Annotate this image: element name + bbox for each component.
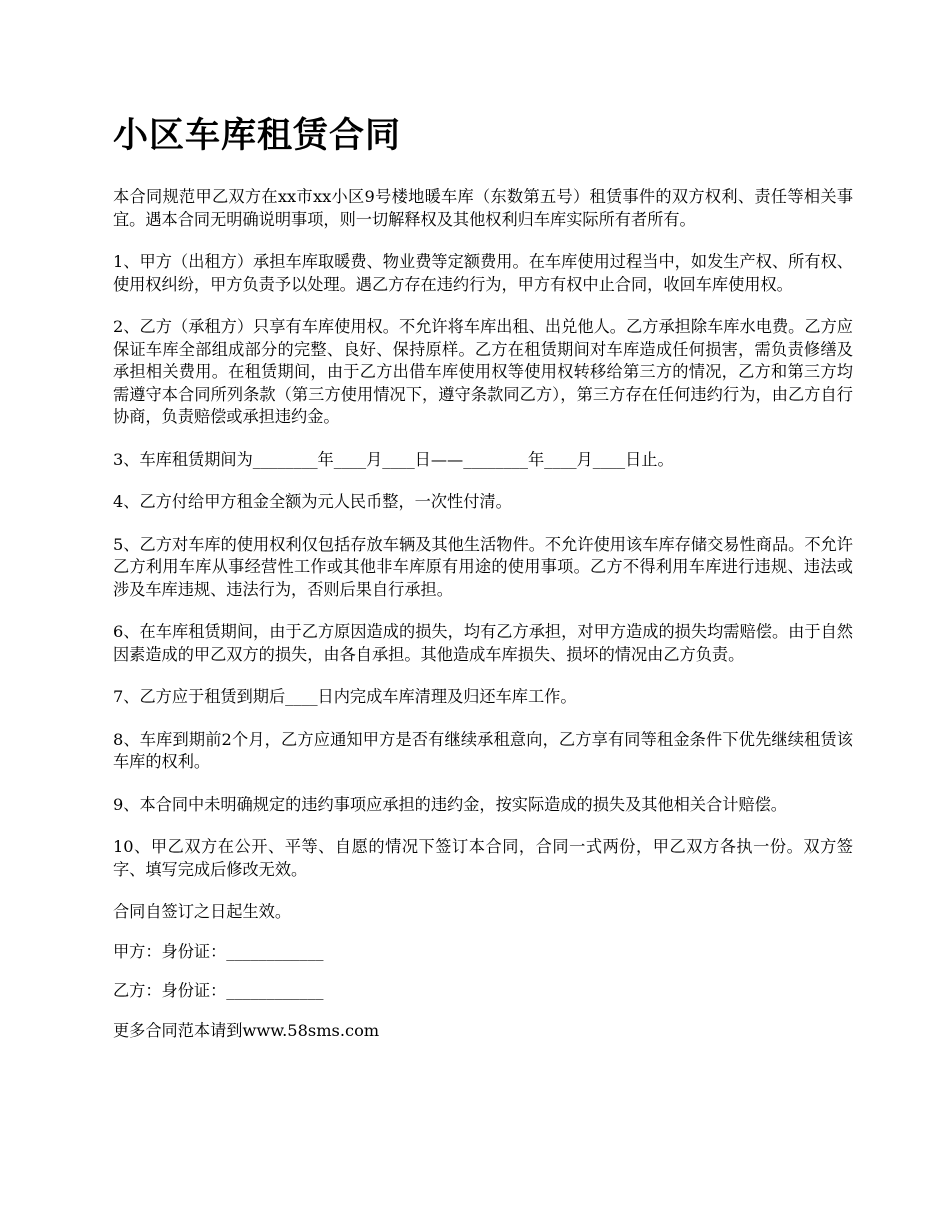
party-a-signature-line: 甲方：身份证：____________ (113, 941, 324, 961)
clause-4: 4、乙方付给甲方租金全额为元人民币整，一次性付清。 (113, 492, 512, 511)
clause-5: 5、乙方对车库的使用权利仅包括存放车辆及其他生活物件。不允许使用该车库存储交易性商品。不允许乙方利用车库从事经营性工作或其他非车库原有用途的使用事项。乙方不得利用车库进行违规、违法或涉及车库违规、违法行为，否则后果自行承担。 (113, 534, 853, 599)
clause-8: 8、车库到期前2个月，乙方应通知甲方是否有继续承租意向，乙方享有同等租金条件下优先继续租赁该车库的权利。 (113, 729, 853, 771)
clause-1: 1、甲方（出租方）承担车库取暖费、物业费等定额费用。在车库使用过程当中，如发生产权、所有权、使用权纠纷，甲方负责予以处理。遇乙方存在违约行为，甲方有权中止合同，收回车库使用权。 (113, 252, 853, 294)
contract-document (113, 112, 853, 1059)
document-title: 小区车库租赁合同 (113, 116, 402, 156)
intro-paragraph: 本合同规范甲乙双方在xx市xx小区9号楼地暖车库（东数第五号）租赁事件的双方权利、责任等相关事宜。遇本合同无明确说明事项，则一切解释权及其他权利归车库实际所有者所有。 (113, 187, 853, 229)
clause-3: 3、车库租赁期间为________年____月____日——________年____月____日止。 (113, 449, 674, 469)
clause-10: 10、甲乙双方在公开、平等、自愿的情况下签订本合同，合同一式两份，甲乙双方各执一份。双方签字、填写完成后修改无效。 (113, 837, 853, 879)
clause-2: 2、乙方（承租方）只享有车库使用权。不允许将车库出租、出兑他人。乙方承担除车库水电费。乙方应保证车库全部组成部分的完整、良好、保持原样。乙方在租赁期间对车库造成任何损害，需负责修缮及承担相关费用。在租赁期间，由于乙方出借车库使用权等使用权转移给第三方的情况，乙方和第三方均需遵守本合同所列条款（第三方使用情况下，遵守条款同乙方），第三方存在任何违约行为，由乙方自行协商，负责赔偿或承担违约金。 (113, 317, 853, 426)
footer-note: 更多合同范本请到www.58sms.com (113, 1020, 380, 1040)
clause-9: 9、本合同中未明确规定的违约事项应承担的违约金，按实际造成的损失及其他相关合计赔偿。 (113, 794, 787, 814)
effective-statement: 合同自签订之日起生效。 (113, 902, 292, 921)
party-b-signature-line: 乙方：身份证：____________ (113, 981, 324, 1000)
clause-7: 7、乙方应于租赁到期后____日内完成车库清理及归还车库工作。 (113, 687, 577, 706)
clause-6: 6、在车库租赁期间，由于乙方原因造成的损失，均有乙方承担，对甲方造成的损失均需赔偿。由于自然因素造成的甲乙双方的损失，由各自承担。其他造成车库损失、损坏的情况由乙方负责。 (113, 622, 853, 664)
